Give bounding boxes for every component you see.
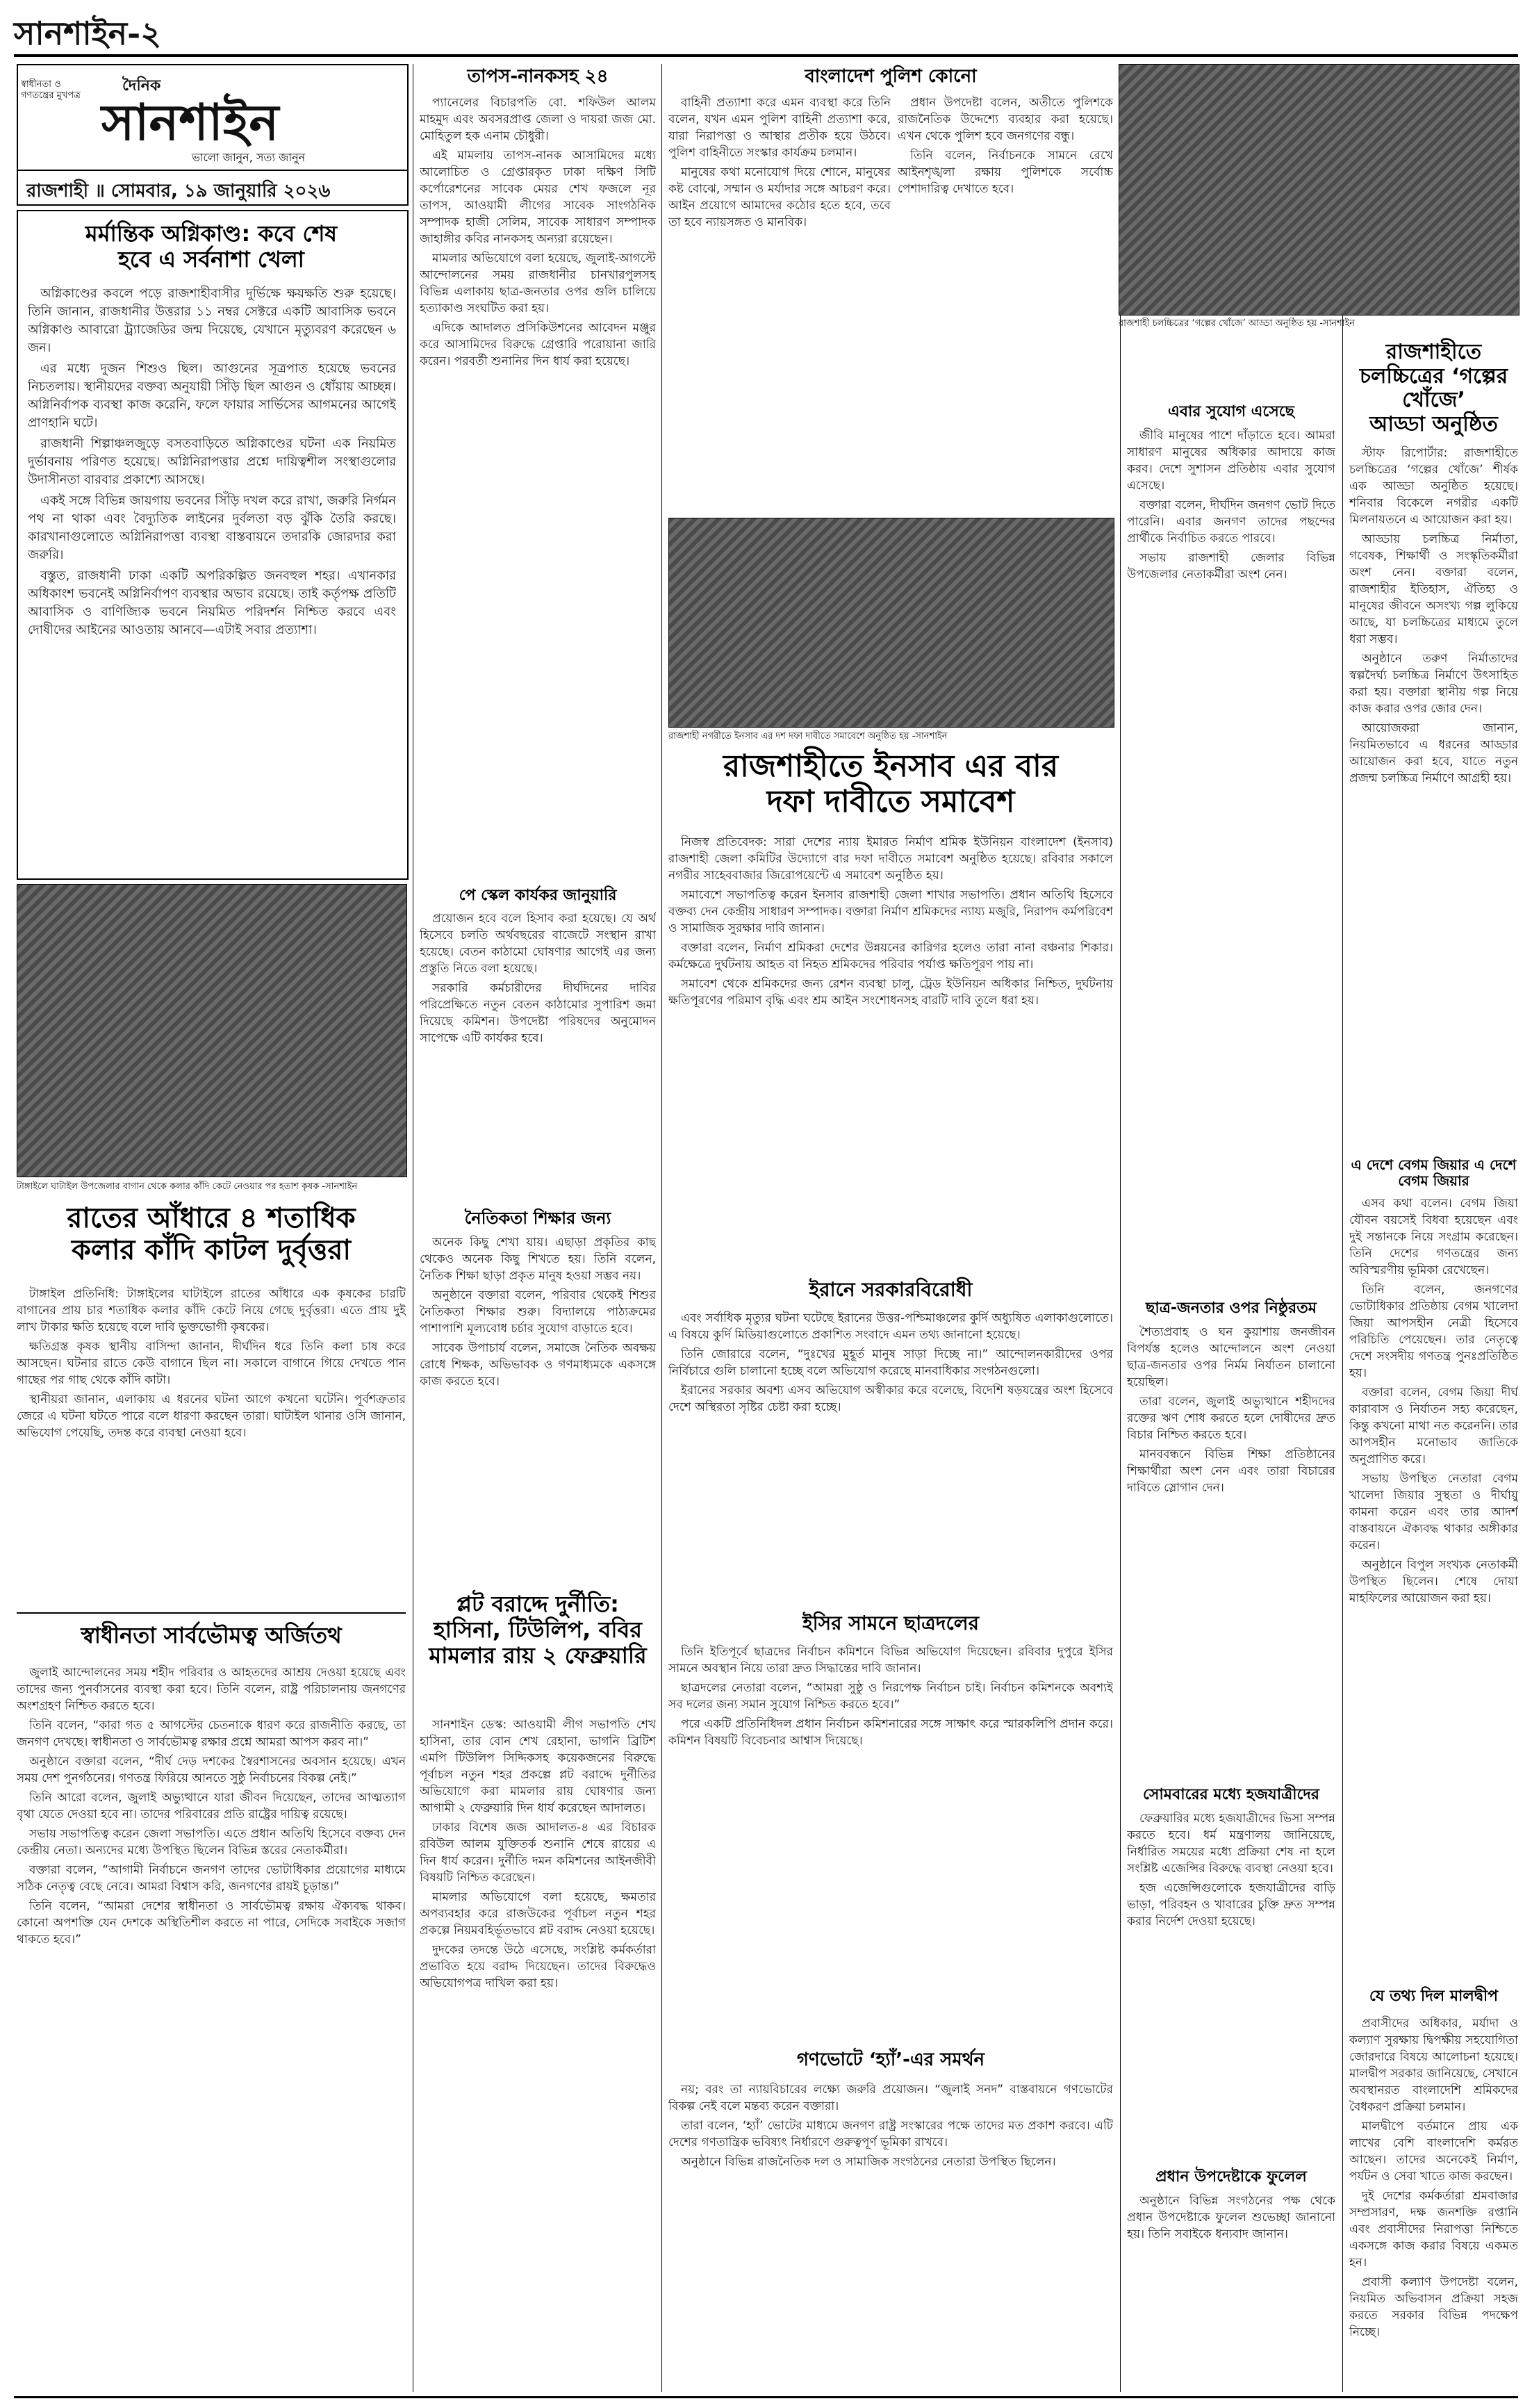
- editorial-para: বস্তুত, রাজধানী ঢাকা একটি অপরিকল্পিত জনবহুল শহর। এখানকার অধিকাংশ ভবনেই অগ্নিনির্বাপণ ব্যবস্থার অভাব রয়েছে। তাই কর্তৃপক্ষ প্রতিটি আবাসিক ও বাণিজ্যিক ভবনে নিয়মিত পরিদর্শন নিশ্চিত করবে এবং দোষীদের আইনের আওতায় আনবে—এটাই সবার প্রত্যাশা।: [28, 568, 396, 637]
- plot-para: দুদকের তদন্তে উঠে এসেছে, সংশ্লিষ্ট কর্মকর্তারা প্রভাবিত হয়ে বরাদ্দ দিয়েছেন। তাদের বিরুদ্ধেও অভিযোগপত্র দাখিল করা হয়।: [420, 1943, 656, 1990]
- plot-para: সানশাইন ডেস্ক: আওয়ামী লীগ সভাপতি শেখ হাসিনা, তার বোন শেখ রেহানা, ভাগনি ব্রিটিশ এমপি টিউলিপ সিদ্দিকসহ কয়েকজনের বিরুদ্ধে পূর্বাচল নতুন শহর প্রকল্পে প্লট বরাদ্দে দুর্নীতির অভিযোগে করা মামলার রায় ঘোষণার জন্য আগামী ২ ফেব্রুয়ারি দিন ধার্য করেছেন আদালত।: [420, 1718, 656, 1815]
- plot-para: ঢাকার বিশেষ জজ আদালত-৪ এর বিচারক রবিউল আলম যুক্তিতর্ক শুনানি শেষে রায়ের এ দিন ধার্য করেন। দুর্নীতি দমন কমিশনের আইনজীবী বিষয়টি নিশ্চিত করেছেন।: [420, 1821, 656, 1885]
- cinema-para: আয়োজকরা জানান, নিয়মিতভাবে এ ধরনের আড্ডার আয়োজন করা হবে, যাতে নতুন প্রজন্ম চলচ্চিত্র নির্মাণে আগ্রহী হয়।: [1349, 721, 1518, 785]
- hajj-para: ফেব্রুয়ারির মধ্যে হজযাত্রীদের ভিসা সম্পন্ন করতে হবে। ধর্ম মন্ত্রণালয় জানিয়েছে, নির্ধারিত সময়ের মধ্যে প্রক্রিয়া শেষ না হলে সংশ্লিষ্ট এজেন্সির বিরুদ্ধে ব্যবস্থা নেওয়া হবে।: [1127, 1812, 1335, 1876]
- banana-para: ক্ষতিগ্রস্ত কৃষক স্থানীয় বাসিন্দা জানান, দীর্ঘদিন ধরে তিনি কলা চাষ করে আসছেন। ঘটনার রাতে কেউ বাগানে ছিল না। সকালে বাগানে গিয়ে দেখতে পান গাছের পর গাছ থেকে কাঁদি কাটা।: [17, 1340, 406, 1387]
- editorial-para: এর মধ্যে দুজন শিশুও ছিল। আগুনের সূত্রপাত হয়েছে ভবনের নিচতলায়। স্থানীয়দের বক্তব্য অনুযায়ী সিঁড়ি ছিল আগুন ও ধোঁয়ায় আচ্ছন্ন। অগ্নিনির্বাপক ব্যবস্থা কাজ করেনি, ফলে ফায়ার সার্ভিসের আগমনের আগেই প্রাণহানি ঘটে।: [28, 361, 396, 430]
- plot-headline: প্লট বরাদ্দে দুর্নীতি: হাসিনা, টিউলিপ, ববির মামলার রায় ২ ফেব্রুয়ারি: [429, 1591, 647, 1669]
- chance-body: [1127, 427, 1335, 893]
- editorial-para: রাজধানী শিল্পাঞ্চলজুড়ে বসতবাড়িতে অগ্নিকাণ্ডের ঘটনা এক নিয়মিত দুর্ভাবনায় পরিণত হয়েছে। অগ্নিনিরাপত্তার প্রশ্নে দায়িত্বশীল সংস্থাগুলোর উদাসীনতা বারবার প্রকাশ্যে আসছে।: [28, 436, 396, 487]
- zia-para: অনুষ্ঠানে বিপুল সংখ্যক নেতাকর্মী উপস্থিত ছিলেন। শেষে দোয়া মাহফিলের আয়োজন করা হয়।: [1349, 1558, 1518, 1605]
- student-body: [1127, 1324, 1335, 1776]
- zia-body: [1349, 1195, 1518, 1974]
- ec-para: পরে একটি প্রতিনিধিদল প্রধান নির্বাচন কমিশনারের সঙ্গে সাক্ষাৎ করে স্মারকলিপি প্রদান করে। কমিশন বিষয়টি বিবেচনার আশ্বাস দিয়েছে।: [668, 1717, 1113, 1748]
- bottom-rule: [14, 2396, 1518, 2398]
- payscale-para: প্রয়োজন হবে বলে হিসাব করা হয়েছে। যে অর্থ হিসেবে চলতি অর্থবছরের বাজেটে সংস্থান রাখা হয়েছে। বেতন কাঠামো ঘোষণার আগেই এর জন্য প্রস্তুতি নিতে বলা হয়েছে।: [420, 912, 656, 976]
- chance-para: বক্তারা বলেন, দীর্ঘদিন জনগণ ভোট দিতে পারেনি। এবার জনগণ তাদের পছন্দের প্রার্থীকে নির্বাচিত করতে পারবে।: [1127, 498, 1335, 546]
- editorial-headline-line2: হবে এ সর্বনাশা খেলা: [118, 245, 304, 272]
- adviser-para: অনুষ্ঠানে বিভিন্ন সংগঠনের পক্ষ থেকে প্রধান উপদেষ্টাকে ফুলেল শুভেচ্ছা জানানো হয়। তিনি সবাইকে ধন্যবাদ জানান।: [1127, 2194, 1335, 2241]
- chance-para: সভায় রাজশাহী জেলার বিভিন্ন উপজেলার নেতাকর্মীরা অংশ নেন।: [1127, 551, 1335, 582]
- police-para: বাহিনী প্রত্যাশা করে এমন ব্যবস্থা করে তিনি বলেন, যখন এমন পুলিশ বাহিনী প্রত্যাশা করে, যারা নিরাপত্তা ও আস্থার প্রতীক হয়ে উঠবে। পুলিশ বাহিনীতে সংস্কার কার্যক্রম চলমান।: [668, 96, 891, 160]
- iran-headline: ইরানে সরকারবিরোধী: [809, 1278, 973, 1301]
- payscale-para: সরকারি কর্মচারীদের দীর্ঘদিনের দাবির পরিপ্রেক্ষিতে নতুন বেতন কাঠামোর সুপারিশ জমা দিয়েছে কমিশন। উপদেষ্টা পরিষদের অনুমোদন সাপেক্ষে এটি কার্যকর হবে।: [420, 981, 656, 1045]
- vrule-3: [1120, 64, 1121, 2392]
- maldives-headline: যে তথ্য দিল মালদ্বীপ: [1369, 1988, 1499, 2005]
- student-para: মানববন্ধনে বিভিন্ন শিক্ষা প্রতিষ্ঠানের শিক্ষার্থীরা অংশ নেন এবং তারা বিচারের দাবিতে স্লোগান দেন।: [1127, 1448, 1335, 1495]
- ethics-body: [420, 1234, 656, 1582]
- dateline: রাজশাহী ॥ সোমবার, ১৯ জানুয়ারি ২০২৬: [26, 181, 331, 202]
- cinema-headline-line2: আড্ডা অনুষ্ঠিত: [1369, 411, 1498, 436]
- masthead-rule: [18, 170, 407, 171]
- ec-headline: ইসির সামনে ছাত্রদলের: [802, 1612, 979, 1635]
- col1-divider: [17, 1612, 406, 1614]
- payscale-body: [420, 910, 656, 1202]
- maldives-para: মালদ্বীপে বর্তমানে প্রায় এক লাখের বেশি বাংলাদেশি কর্মরত আছেন। তাদের অনেকেই নির্মাণ, পর্যটন ও সেবা খাতে কাজ করছেন।: [1349, 2120, 1518, 2184]
- vrule-2: [661, 64, 662, 2392]
- student-para: তারা বলেন, জুলাই অভ্যুত্থানে শহীদদের রক্তের ঋণ শোধ করতে হলে দোষীদের দ্রুত বিচার নিশ্চিত করতে হবে।: [1127, 1395, 1335, 1442]
- folio-text: সানশাইন-২: [14, 15, 162, 52]
- independence-para: বক্তারা বলেন, “আগামী নির্বাচনে জনগণ তাদের ভোটাধিকার প্রয়োগের মাধ্যমে সঠিক নেতৃত্ব বেছে নেবে। আমরা বিশ্বাস করি, জনগণের রায়ই চূড়ান্ত।”: [17, 1863, 406, 1894]
- referendum-body: [668, 2081, 1113, 2391]
- masthead-title: সানশাইন: [101, 92, 279, 151]
- plot-para: মামলার অভিযোগে বলা হয়েছে, ক্ষমতার অপব্যবহার করে রাজউকের পূর্বাচল নতুন শহর প্রকল্পে নিয়মবহির্ভূতভাবে প্লট বরাদ্দ নেওয়া হয়েছে।: [420, 1890, 656, 1938]
- insab-para: সমাবেশে সভাপতিত্ব করেন ইনসাব রাজশাহী জেলা শাখার সভাপতি। প্রধান অতিথি হিসেবে বক্তব্য দেন কেন্দ্রীয় সাধারণ সম্পাদক। বক্তারা নির্মাণ শ্রমিকদের ন্যায্য মজুরি, নিরাপদ কর্মপরিবেশ ও সামাজিক সুরক্ষার দাবি জানান।: [668, 888, 1113, 935]
- editorial-headline-line1: মর্মান্তিক অগ্নিকাণ্ড: কবে শেষ: [85, 220, 338, 247]
- cinema-photo-caption: রাজশাহী চলচ্চিত্রের ‘গল্পের খোঁজে’ আড্ডা অনুষ্ঠিত হয় -সানশাইন: [1119, 318, 1355, 329]
- insab-para: সমাবেশ থেকে শ্রমিকদের জন্য রেশন ব্যবস্থা চালু, ট্রেড ইউনিয়ন অধিকার নিশ্চিত, দুর্ঘটনায় ক্ষতিপূরণের পরিমাণ বৃদ্ধি এবং শ্রম আইন সংশোধনসহ বারটি দাবি তুলে ধরা হয়।: [668, 977, 1113, 1008]
- cinema-para: অনুষ্ঠানে তরুণ নির্মাতাদের স্বল্পদৈর্ঘ্য চলচ্চিত্র নির্মাণে উৎসাহিত করা হয়। বক্তারা স্থানীয় গল্প নিয়ে কাজ করার ওপর জোর দেন।: [1349, 652, 1518, 716]
- ec-body: [668, 1644, 1113, 2040]
- cinema-adda-photo: [1119, 64, 1519, 316]
- iran-para: ইরানের সরকার অবশ্য এসব অভিযোগ অস্বীকার করে বলেছে, বিদেশি ষড়যন্ত্রের অংশ হিসেবে দেশে অস্থিরতা সৃষ্টির চেষ্টা করা হচ্ছে।: [668, 1384, 1113, 1414]
- adviser-headline: প্রধান উপদেষ্টাকে ফুলেল: [1155, 2168, 1307, 2186]
- insab-para: নিজস্ব প্রতিবেদক: সারা দেশের ন্যায় ইমারত নির্মাণ শ্রমিক ইউনিয়ন বাংলাদেশ (ইনসাব) রাজশাহী জেলা কমিটির উদ্যোগে বার দফা দাবীতে সমাবেশ অনুষ্ঠিত হয়েছে। রবিবার সকালে নগরীর সাহেববাজার জিরোপয়েন্টে এ সমাবেশ অনুষ্ঠিত হয়।: [668, 835, 1113, 883]
- independence-para: তিনি আরো বলেন, জুলাই অভ্যুত্থানে যারা জীবন দিয়েছেন, তাদের আত্মত্যাগ বৃথা যেতে দেওয়া হবে না। তাদের পরিবারের প্রতি রাষ্ট্রের দায়িত্ব রয়েছে।: [17, 1791, 406, 1821]
- student-para: শৈত্যপ্রবাহ ও ঘন কুয়াশায় জনজীবন বিপর্যস্ত হলেও আন্দোলনে অংশ নেওয়া ছাত্র-জনতার ওপর নির্মম নির্যাতন চালানো হয়েছিল।: [1127, 1325, 1335, 1389]
- tapos-para: মামলার অভিযোগে বলা হয়েছে, জুলাই-আগস্টে আন্দোলনের সময় রাজধানীর চানখারপুলসহ বিভিন্ন এলাকায় ছাত্র-জনতার ওপর গুলি চালিয়ে হত্যাকাণ্ড সংঘটিত করা হয়।: [420, 252, 656, 316]
- editorial-para: একই সঙ্গে বিভিন্ন জায়গায় ভবনের সিঁড়ি দখল করে রাখা, জরুরি নির্গমন পথ না থাকা এবং বৈদ্যুতিক লাইনের দুর্বলতা বড় ঝুঁকি তৈরি করছে। কারখানাগুলোতে অগ্নিনিরাপত্তা ব্যবস্থা বাস্তবায়নে তদারকি জোরদার করা জরুরি।: [28, 493, 396, 562]
- vrule-4: [1342, 64, 1343, 2392]
- masthead-tagline: ভালো জানুন, সত্য জানুন: [192, 151, 306, 164]
- zia-para: তিনি বলেন, জনগণের ভোটাধিকার প্রতিষ্ঠায় বেগম খালেদা জিয়া আপসহীন নেত্রী হিসেবে পরিচিতি পেয়েছেন। তার নেতৃত্বে দেশে সংসদীয় গণতন্ত্র পুনঃপ্রতিষ্ঠিত হয়।: [1349, 1283, 1518, 1380]
- insab-headline-line2: দফা দাবীতে সমাবেশ: [766, 783, 1015, 819]
- hajj-headline: সোমবারের মধ্যে হজযাত্রীদের: [1142, 1786, 1320, 1803]
- banana-para: স্থানীয়রা জানান, এলাকায় এ ধরনের ঘটনা আগে কখনো ঘটেনি। পূর্বশত্রুতার জেরে এ ঘটনা ঘটতে পারে বলে ধারণা করছেন তারা। ঘাটাইল থানার ওসি জানান, অভিযোগ পেয়েছি, তদন্ত করে ব্যবস্থা নেওয়া হবে।: [17, 1393, 406, 1440]
- banana-headline-line1: রাতের আঁধারে ৪ শতাধিক: [67, 1202, 356, 1234]
- referendum-para: নয়; বরং তা ন্যায়বিচারের লক্ষ্যে জরুরি প্রয়োজন। “জুলাই সনদ” বাস্তবায়নে গণভোটের বিকল্প নেই বলে মন্তব্য করেন বক্তারা।: [668, 2083, 1113, 2113]
- police-headline: বাংলাদেশ পুলিশ কোনো: [805, 66, 977, 87]
- iran-para: তিনি জোরারে বলেন, “দুঃখের মুহূর্ত মানুষ সাড়া দিচ্ছে না।” আন্দোলনকারীদের ওপর নির্বিচারে গুলি চালানো হচ্ছে বলে অভিযোগ করেছে মানবাধিকার সংগঠনগুলো।: [668, 1348, 1113, 1378]
- maldives-body: [1349, 2015, 1518, 2391]
- masthead-box: [17, 64, 409, 206]
- cinema-headline-line1: রাজশাহীতে চলচ্চিত্রের ‘গল্পের খোঁজে’: [1359, 340, 1508, 412]
- zia-para: বক্তারা বলেন, বেগম জিয়া দীর্ঘ কারাবাস ও নির্যাতন সহ্য করেছেন, কিন্তু কখনো মাথা নত করেননি। তার আপসহীন মনোভাব জাতিকে অনুপ্রাণিত করে।: [1349, 1386, 1518, 1466]
- independence-body: [17, 1664, 406, 2394]
- tapos-headline: তাপস-নানকসহ ২৪: [467, 66, 609, 87]
- tapos-body: [420, 95, 656, 880]
- insab-photo-caption: রাজশাহী নগরীতে ইনসাব এর দশ দফা দাবীতে সমাবেশে অনুষ্ঠিত হয় -সানশাইন: [668, 731, 948, 742]
- masthead-small-label: দৈনিক: [122, 76, 161, 95]
- hajj-para: হজ এজেন্সিগুলোকে হজযাত্রীদের বাড়ি ভাড়া, পরিবহন ও খাবারের চুক্তি দ্রুত সম্পন্ন করার নির্দেশ দেওয়া হয়েছে।: [1127, 1881, 1335, 1928]
- cinema-headline: [1349, 341, 1518, 436]
- iran-body: [668, 1310, 1113, 1602]
- banana-para: টাঙ্গাইল প্রতিনিধি: টাঙ্গাইলের ঘাটাইলে রাতের আঁধারে এক কৃষকের চারটি বাগানের প্রায় চার শতাধিক কলার কাঁদি কেটে নিয়ে গেছে দুর্বৃত্তরা। এতে প্রায় দুই লাখ টাকার ক্ষতি হয়েছে বলে দাবি ভুক্তভোগী কৃষকের।: [17, 1287, 406, 1334]
- plot-body: [420, 1717, 656, 2391]
- banana-body: [17, 1286, 406, 1605]
- ethics-headline: নৈতিকতা শিক্ষার জন্য: [464, 1209, 611, 1228]
- tapos-para: এদিকে আদালত প্রসিকিউশনের আবেদন মঞ্জুর করে আসামিদের বিরুদ্ধে গ্রেপ্তারি পরোয়ানা জারি করেন। পরবর্তী শুনানির দিন ধার্য করা হয়েছে।: [420, 321, 656, 368]
- ethics-para: অনেক কিছু শেখা যায়। এছাড়া প্রকৃতির কাছ থেকেও অনেক কিছু শিখতে হয়। তিনি বলেন, নৈতিক শিক্ষা ছাড়া প্রকৃত মানুষ হওয়া সম্ভব নয়।: [420, 1236, 656, 1283]
- banana-farmer-photo: [17, 884, 407, 1177]
- referendum-headline: গণভোটে ‘হ্যাঁ’-এর সমর্থন: [796, 2049, 985, 2070]
- student-headline: ছাত্র-জনতার ওপর নিষ্ঠুরতম: [1146, 1300, 1317, 1317]
- independence-para: সভায় সভাপতিত্ব করেন জেলা সভাপতি। এতে প্রধান অতিথি হিসেবে বক্তব্য দেন কেন্দ্রীয় নেতা। অন্যদের মধ্যে উপস্থিত ছিলেন বিভিন্ন স্তরের নেতাকর্মীরা।: [17, 1827, 406, 1858]
- top-rule: [14, 54, 1518, 57]
- independence-headline: স্বাধীনতা সার্বভৌমত্ব অর্জিতথ: [81, 1622, 342, 1648]
- editorial-headline: [24, 221, 399, 272]
- independence-para: তিনি বলেন, “কারা গত ৫ আগস্টের চেতনাকে ধারণ করে রাজনীতি করছে, তা জনগণ দেখছে। স্বাধীনতা ও সার্বভৌমত্ব রক্ষার প্রশ্নে আমরা আপস করব না।”: [17, 1719, 406, 1749]
- ec-para: ছাত্রদলের নেতারা বলেন, “আমরা সুষ্ঠু ও নিরপেক্ষ নির্বাচন চাই। নির্বাচন কমিশনকে অবশ্যই সব দলের জন্য সমান সুযোগ নিশ্চিত করতে হবে।”: [668, 1681, 1113, 1712]
- tapos-para: প্যানেলের বিচারপতি বো. শফিউল আলম মাহমুদ এবং অবসরপ্রাপ্ত জেলা ও দায়রা জজ মো. মোহিতুল হক এনাম চৌধুরী।: [420, 96, 656, 143]
- police-para: প্রধান উপদেষ্টা বলেন, অতীতে পুলিশকে রাজনৈতিক উদ্দেশ্যে ব্যবহার করা হয়েছে। এখন থেকে পুলিশ হবে জনগণের বন্ধু।: [898, 96, 1113, 143]
- cinema-para: আড্ডায় চলচ্চিত্র নির্মাতা, গবেষক, শিক্ষার্থী ও সংস্কৃতিকর্মীরা অংশ নেন। বক্তারা বলেন, রাজশাহীর ইতিহাস, ঐতিহ্য ও মানুষের জীবনে অসংখ্য গল্প লুকিয়ে আছে, যা চলচ্চিত্রের মাধ্যমে তুলে ধরা সম্ভব।: [1349, 532, 1518, 646]
- independence-para: তিনি বলেন, “আমরা দেশের স্বাধীনতা ও সার্বভৌমত্ব রক্ষায় ঐক্যবদ্ধ থাকব। কোনো অপশক্তি যেন দেশকে অস্থিতিশীল করতে না পারে, সেদিকে সবাইকে সজাগ থাকতে হবে।”: [17, 1899, 406, 1947]
- cinema-para: স্টাফ রিপোর্টার: রাজশাহীতে চলচ্চিত্রের ‘গল্পের খোঁজে’ শীর্ষক এক আড্ডা অনুষ্ঠিত হয়েছে। শনিবার বিকেলে নগরীর একটি মিলনায়তনে এ আয়োজন করা হয়।: [1349, 446, 1518, 527]
- insab-para: বক্তারা বলেন, নির্মাণ শ্রমিকরা দেশের উন্নয়নের কারিগর হলেও তারা নানা বঞ্চনার শিকার। কর্মক্ষেত্রে দুর্ঘটনায় আহত বা নিহত শ্রমিকদের পরিবার পর্যাপ্ত ক্ষতিপূরণ পায় না।: [668, 941, 1113, 972]
- zia-headline: এ দেশে বেগম জিয়ার এ দেশে বেগম জিয়ার: [1351, 1156, 1517, 1189]
- editorial-body: [28, 285, 396, 869]
- police-para: মানুষের কথা মনোযোগ দিয়ে শোনে, মানুষের কষ্ট বোঝে, সম্মান ও মর্যাদার সঙ্গে আচরণ করে। আইন প্রয়োগে আমাদের কঠোর হতে হবে, তবে তা হবে ন্যায়সঙ্গত ও মানবিক।: [668, 165, 891, 229]
- masthead-side-note: স্বাধীনতা ও গণতন্ত্রের মুখপত্র: [21, 79, 81, 101]
- ethics-para: অনুষ্ঠানে বক্তারা বলেন, পরিবার থেকেই শিশুর নৈতিকতা শিক্ষার শুরু। বিদ্যালয়ে পাঠ্যক্রমের পাশাপাশি মূল্যবোধ চর্চার সুযোগ বাড়াতে হবে।: [420, 1288, 656, 1336]
- zia-para: এসব কথা বলেন। বেগম জিয়া যৌবন বয়সেই বিধবা হয়েছেন এবং দুই সন্তানকে নিয়ে সংগ্রাম করেছেন। তিনি দেশের গণতন্ত্রের জন্য অবিস্মরণীয় ভূমিকা রেখেছেন।: [1349, 1197, 1518, 1277]
- editorial-para: অগ্নিকাণ্ডের কবলে পড়ে রাজশাহীবাসীর দুর্ভিক্ষে ক্ষয়ক্ষতি শুরু হয়েছে। তিনি জানান, রাজধানীর উত্তরার ১১ নম্বর সেক্টরে একটি আবাসিক ভবনে অগ্নিকাণ্ড আবারো ট্র্যাজেডির জন্ম দিয়েছে, যেখানে মৃত্যুবরণ করেছেন ৬ জন।: [28, 286, 396, 355]
- ec-para: তিনি ইতিপূর্বে ছাত্রদের নির্বাচন কমিশনে বিভিন্ন অভিযোগ দিয়েছেন। রবিবার দুপুরে ইসির সামনে অবস্থান নিয়ে তারা দ্রুত সিদ্ধান্তের দাবি জানান।: [668, 1645, 1113, 1676]
- adviser-body: [1127, 2193, 1335, 2391]
- payscale-headline: পে স্কেল কার্যকর জানুয়ারি: [459, 887, 617, 904]
- maldives-para: প্রবাসীদের অধিকার, মর্যাদা ও কল্যাণ সুরক্ষায় দ্বিপক্ষীয় সহযোগিতা জোরদারে বিষয়ে আলোচনা হয়েছে। মালদ্বীপ সরকার জানিয়েছে, সেখানে অবস্থানরত বাংলাদেশি শ্রমিকদের বৈধকরণ প্রক্রিয়া চলমান।: [1349, 2017, 1518, 2114]
- insab-headline-line1: রাজশাহীতে ইনসাব এর বার: [723, 748, 1059, 784]
- banana-headline: [17, 1202, 406, 1266]
- police-para: তিনি বলেন, নির্বাচনকে সামনে রেখে আইনশৃঙ্খলা রক্ষায় পুলিশকে সর্বোচ্চ পেশাদারিত্ব দেখাতে হবে।: [898, 149, 1113, 196]
- cinema-body: [1349, 445, 1518, 1147]
- zia-para: সভায় উপস্থিত নেতারা বেগম খালেদা জিয়ার সুস্থতা ও দীর্ঘায়ু কামনা করেন এবং তার আদর্শ বাস্তবায়নে ঐক্যবদ্ধ থাকার অঙ্গীকার করেন।: [1349, 1472, 1518, 1553]
- independence-para: অনুষ্ঠানে বক্তারা বলেন, “দীর্ঘ দেড় দশকের স্বৈরশাসনের অবসান হয়েছে। এখন সময় দেশ পুনর্গঠনের। গণতন্ত্র ফিরিয়ে আনতে সুষ্ঠু নির্বাচনের বিকল্প নেই।”: [17, 1755, 406, 1785]
- maldives-para: দুই দেশের কর্মকর্তারা শ্রমবাজার সম্প্রসারণ, দক্ষ জনশক্তি রপ্তানি এবং প্রবাসীদের নিরাপত্তা নিশ্চিতে একসঙ্গে কাজ করার বিষয়ে একমত হন।: [1349, 2189, 1518, 2270]
- insab-headline: [668, 749, 1113, 819]
- police-body-col2: [898, 95, 1113, 511]
- chance-para: জীবি মানুষের পাশে দাঁড়াতে হবে। আমরা সাধারণ মানুষের অধিকার আদায়ে কাজ করব। দেশে সুশাসন প্রতিষ্ঠায় এবার সুযোগ এসেছে।: [1127, 429, 1335, 493]
- referendum-para: তারা বলেন, ‘হ্যাঁ’ ভোটের মাধ্যমে জনগণ রাষ্ট্র সংস্কারের পক্ষে তাদের মত প্রকাশ করবে। এটি দেশের গণতান্ত্রিক ভবিষ্যৎ নির্ধারণে গুরুত্বপূর্ণ ভূমিকা রাখবে।: [668, 2119, 1113, 2149]
- independence-para: জুলাই আন্দোলনের সময় শহীদ পরিবার ও আহতদের আশ্রয় দেওয়া হয়েছে এবং তাদের জন্য পুনর্বাসনের ব্যবস্থা করা হবে। তিনি বলেন, রাষ্ট্র পরিচালনায় জনগণের অংশগ্রহণ নিশ্চিত করতে হবে।: [17, 1666, 406, 1713]
- banana-headline-line2: কলার কাঁদি কাটল দুর্বৃত্তরা: [72, 1234, 351, 1266]
- insab-rally-photo: [668, 518, 1114, 728]
- insab-body: [668, 834, 1113, 1265]
- iran-para: এবং সর্বাধিক মৃত্যুর ঘটনা ঘটেছে ইরানের উত্তর-পশ্চিমাঞ্চলের কুর্দি অধ্যুষিত এলাকাগুলোতে। এ বিষয়ে কুর্দি মিডিয়াগুলোতে প্রকাশিত সংবাদে এমন তথ্য জানানো হয়েছে।: [668, 1311, 1113, 1342]
- banana-photo-caption: টাঙ্গাইলে ঘাটাইল উপজেলার বাগান থেকে কলার কাঁদি কেটে নেওয়ার পর হতাশ কৃষক -সানশাইন: [17, 1181, 358, 1192]
- ethics-para: সাবেক উপাচার্য বলেন, সমাজে নৈতিক অবক্ষয় রোধে শিক্ষক, অভিভাবক ও গণমাধ্যমকে একসঙ্গে কাজ করতে হবে।: [420, 1341, 656, 1389]
- police-body: [668, 95, 891, 511]
- referendum-para: অনুষ্ঠানে বিভিন্ন রাজনৈতিক দল ও সামাজিক সংগঠনের নেতারা উপস্থিত ছিলেন।: [681, 2155, 1056, 2169]
- tapos-para: এই মামলায় তাপস-নানক আসামিদের মধ্যে আলোচিত ও গ্রেপ্তারকৃত ঢাকা দক্ষিণ সিটি কর্পোরেশনের সাবেক মেয়র শেখ ফজলে নূর তাপস, আওয়ামী লীগের সাবেক সাংগঠনিক সম্পাদক হাজী সেলিম, সাবেক সাধারণ সম্পাদক জাহাঙ্গীর কবির নানকসহ অন্যরা রয়েছেন।: [420, 149, 656, 246]
- chance-headline: এবার সুযোগ এসেছে: [1168, 403, 1294, 420]
- maldives-para: প্রবাসী কল্যাণ উপদেষ্টা বলেন, নিয়মিত অভিবাসন প্রক্রিয়া সহজ করতে সরকার বিভিন্ন পদক্ষেপ নিচ্ছে।: [1349, 2275, 1518, 2339]
- hajj-body: [1127, 1810, 1335, 2158]
